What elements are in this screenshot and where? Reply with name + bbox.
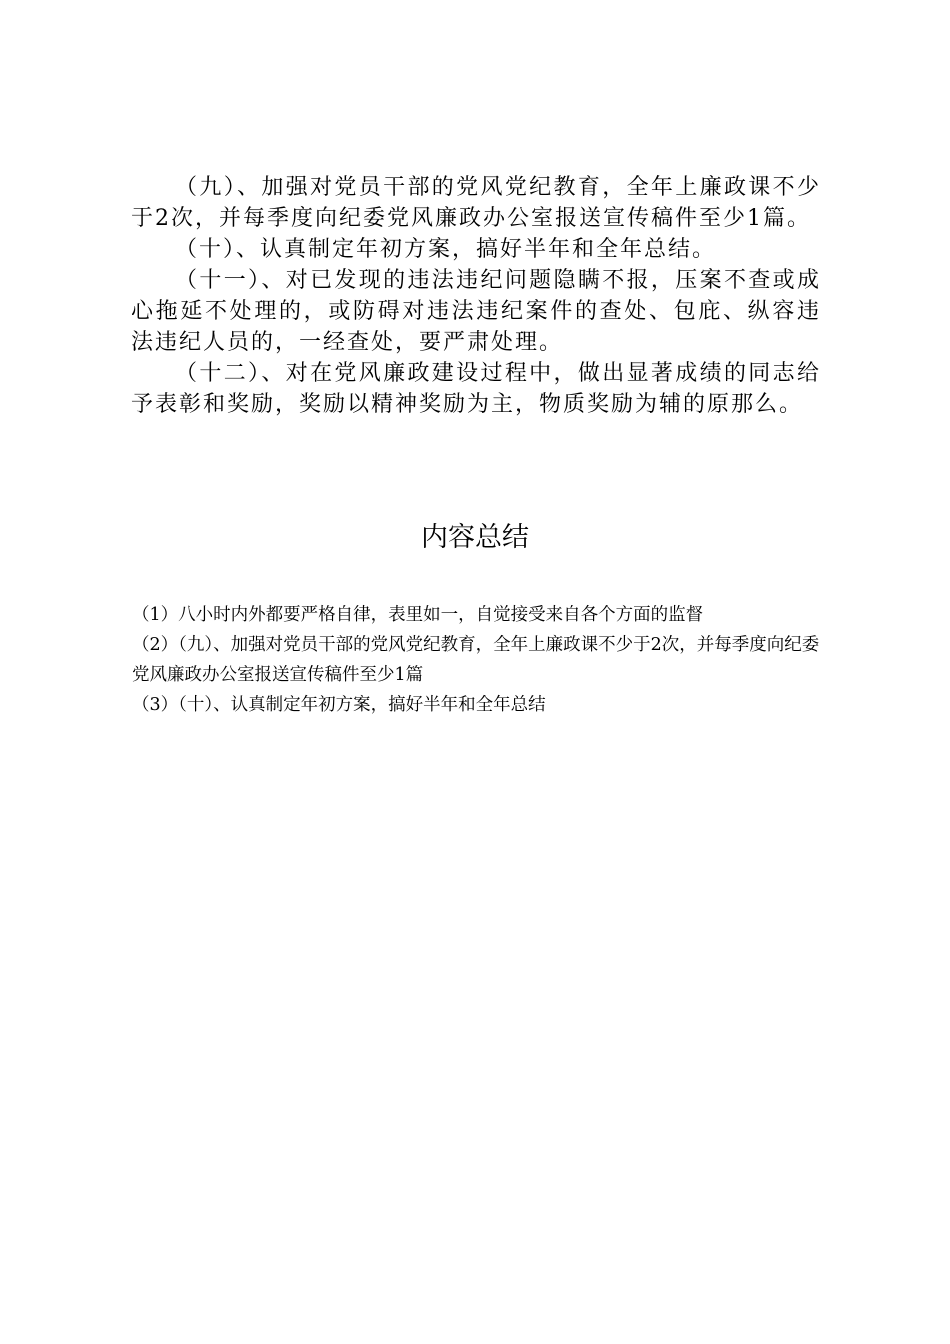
summary-item: （1）八小时内外都要严格自律，表里如一，自觉接受来自各个方面的监督 (132, 605, 704, 625)
summary-title: 内容总结 (421, 522, 529, 553)
summary-item: （3）（十）、认真制定年初方案，搞好半年和全年总结 (132, 695, 546, 715)
paragraph-nine: （九）、加强对党员干部的党风党纪教育，全年上廉政课不少于2次，并每季度向纪委党风廉政办公室报送宣传稿件至少1篇。 (131, 175, 821, 231)
paragraph-ten: （十）、认真制定年初方案，搞好半年和全年总结。 (175, 237, 717, 262)
document-body (131, 172, 821, 420)
paragraph-eleven: （十一）、对已发现的违法违纪问题隐瞒不报，压案不查或成心拖延不处理的，或防碍对违法违纪案件的查处、包庇、纵容违法违纪人员的，一经查处，要严肃处理。 (131, 268, 821, 355)
paragraph-twelve: （十二）、对在党风廉政建设过程中，做出显著成绩的同志给予表彰和奖励，奖励以精神奖励为主，物质奖励为辅的原那么。 (131, 361, 821, 417)
summary-item: （2）（九）、加强对党员干部的党风党纪教育，全年上廉政课不少于2次，并每季度向纪委党风廉政办公室报送宣传稿件至少1篇 (132, 635, 820, 685)
summary-list (132, 600, 822, 720)
